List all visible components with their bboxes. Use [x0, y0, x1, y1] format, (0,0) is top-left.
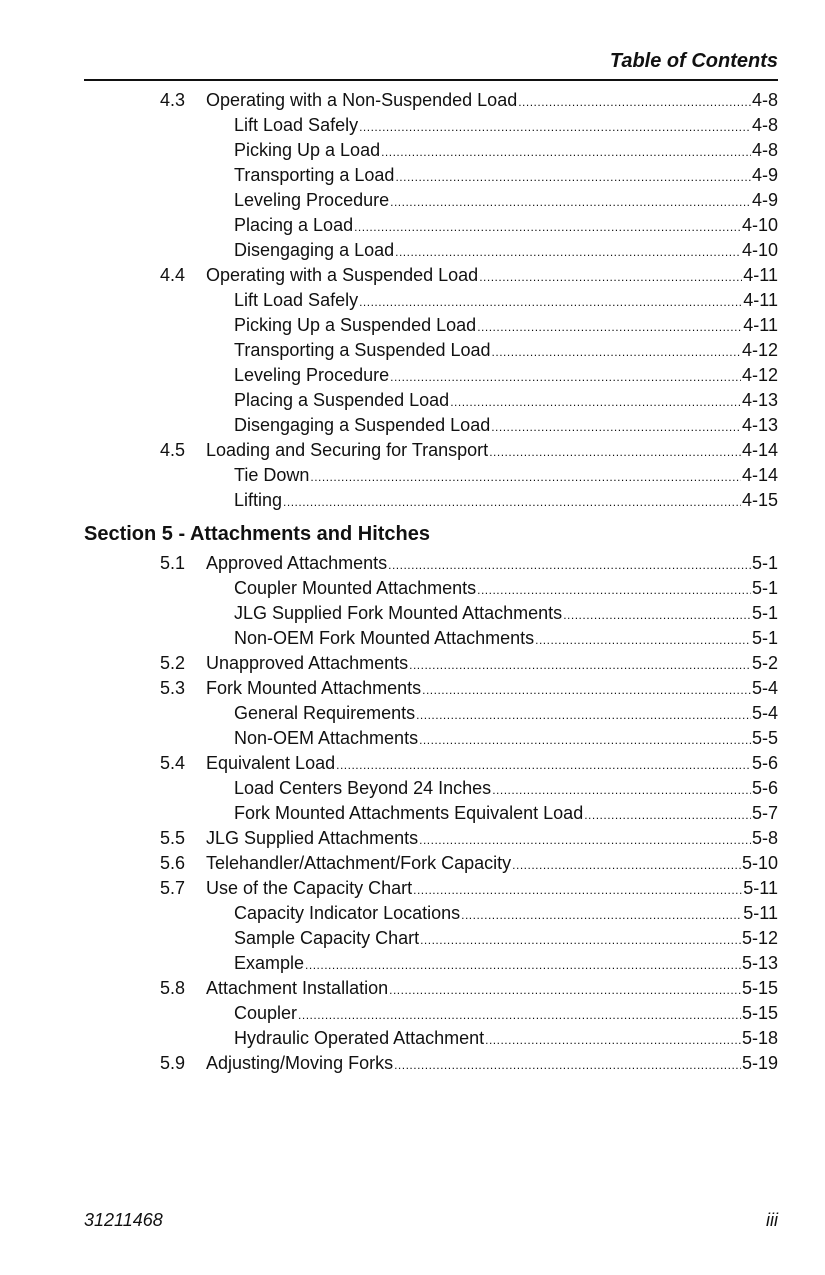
toc-entry[interactable]: [84, 88, 778, 113]
toc-dot-leader: [535, 628, 751, 653]
toc-entry-line: [234, 726, 778, 753]
toc-entry-page: 4-8: [751, 140, 778, 160]
toc-dot-leader: [419, 828, 751, 853]
toc-entry-page: 5-4: [751, 678, 778, 698]
toc-dot-leader: [390, 190, 751, 215]
toc-entry[interactable]: [84, 976, 778, 1001]
toc-entry-title: Operating with a Suspended Load: [206, 265, 479, 285]
toc-dot-leader: [489, 440, 741, 465]
toc-entry-line: [234, 113, 778, 140]
footer-page-number: iii: [766, 1210, 778, 1230]
footer-doc-number: 31211468: [84, 1210, 163, 1230]
toc-dot-leader: [389, 978, 741, 1003]
toc-entry-line: [234, 463, 778, 490]
toc-dot-leader: [492, 778, 751, 803]
toc-entry-title: Fork Mounted Attachments: [206, 678, 422, 698]
toc-entry-page: 4-14: [741, 440, 778, 460]
toc-entry-number: 5.5: [160, 828, 186, 848]
toc-dot-leader: [479, 265, 742, 290]
toc-entry-line: [234, 626, 778, 653]
toc-entry[interactable]: [84, 776, 778, 801]
toc-entry-page: 5-6: [751, 753, 778, 773]
toc-entry-title: Lift Load Safely: [234, 115, 359, 135]
toc-entry[interactable]: [84, 338, 778, 363]
toc-entry[interactable]: [84, 263, 778, 288]
header-rule: [84, 79, 778, 81]
toc-entry-number: 5.2: [160, 653, 186, 673]
toc-dot-leader: [420, 928, 741, 953]
toc-dot-leader: [563, 603, 751, 628]
toc-entry-title: Unapproved Attachments: [206, 653, 409, 673]
toc-dot-leader: [477, 578, 751, 603]
toc-entry[interactable]: [84, 388, 778, 413]
toc-entry[interactable]: [84, 726, 778, 751]
toc-entry[interactable]: [84, 213, 778, 238]
toc-entry-line: [206, 976, 778, 1003]
toc-entry-line: [234, 288, 778, 315]
toc-entry-page: 5-5: [751, 728, 778, 748]
toc-entry-page: 4-14: [741, 465, 778, 485]
toc-entry-page: 5-2: [751, 653, 778, 673]
toc-entry-line: [206, 876, 778, 903]
toc-entry[interactable]: [84, 826, 778, 851]
toc-dot-leader: [584, 803, 751, 828]
toc-entry-page: 5-6: [751, 778, 778, 798]
toc-entry-page: 5-11: [743, 878, 778, 898]
toc-entry-title: Example: [234, 953, 305, 973]
toc-entry[interactable]: [84, 651, 778, 676]
toc-dot-leader: [477, 315, 742, 340]
toc-dot-leader: [422, 678, 751, 703]
toc-entry-page: 4-9: [751, 165, 778, 185]
toc-entry-page: 5-1: [751, 628, 778, 648]
toc-entry-page: 4-8: [751, 115, 778, 135]
toc-dot-leader: [491, 415, 741, 440]
toc-entry-title: Capacity Indicator Locations: [234, 903, 461, 923]
toc-entry-page: 4-12: [741, 365, 778, 385]
toc-entry-title: JLG Supplied Fork Mounted Attachments: [234, 603, 563, 623]
toc-dot-leader: [310, 465, 741, 490]
toc-entry-title: Attachment Installation: [206, 978, 389, 998]
toc-dot-leader: [381, 140, 751, 165]
toc-entry-line: [206, 751, 778, 778]
toc-entry-page: 5-18: [741, 1028, 778, 1048]
toc-entry-number: 4.3: [160, 90, 186, 110]
toc-dot-leader: [492, 340, 741, 365]
toc-entry-title: General Requirements: [234, 703, 416, 723]
toc-entry-line: [234, 238, 778, 265]
toc-dot-leader: [305, 953, 741, 978]
toc-entry[interactable]: [84, 751, 778, 776]
toc-entry-title: Lifting: [234, 490, 283, 510]
toc-entry-line: [206, 551, 778, 578]
toc-entry-line: [234, 1026, 778, 1053]
toc-entry-page: 4-13: [741, 390, 778, 410]
toc-entry[interactable]: [84, 363, 778, 388]
toc-entry[interactable]: [84, 413, 778, 438]
toc-entry-title: Lift Load Safely: [234, 290, 359, 310]
toc-entry-line: [206, 826, 778, 853]
toc-entry[interactable]: [84, 1026, 778, 1051]
toc-entry-page: 4-12: [741, 340, 778, 360]
toc-entry-number: 5.4: [160, 753, 186, 773]
toc-entry-page: 5-15: [741, 978, 778, 998]
toc-entry[interactable]: [84, 901, 778, 926]
toc-entry[interactable]: [84, 1001, 778, 1026]
toc-entry-number: 5.9: [160, 1053, 186, 1073]
toc-entry-page: 5-7: [751, 803, 778, 823]
toc-entry-title: Sample Capacity Chart: [234, 928, 420, 948]
toc-dot-leader: [416, 703, 751, 728]
toc-entry-page: 5-15: [741, 1003, 778, 1023]
toc-entry-title: Telehandler/Attachment/Fork Capacity: [206, 853, 512, 873]
toc-entry-page: 5-12: [741, 928, 778, 948]
toc-entry[interactable]: [84, 163, 778, 188]
toc-dot-leader: [413, 878, 742, 903]
toc-entry-page: 5-10: [741, 853, 778, 873]
toc-entry-title: Coupler Mounted Attachments: [234, 578, 477, 598]
toc-entry-page: 5-11: [743, 903, 778, 923]
toc-entry[interactable]: [84, 576, 778, 601]
toc-entry-page: 4-11: [743, 290, 778, 310]
toc-entry-page: 4-10: [741, 240, 778, 260]
toc-entry[interactable]: [84, 488, 778, 513]
toc-entry-line: [234, 901, 778, 928]
toc-entry[interactable]: [84, 851, 778, 876]
toc-entry-number: 5.1: [160, 553, 186, 573]
toc-dot-leader: [485, 1028, 741, 1053]
toc-entry-number: 5.3: [160, 678, 186, 698]
toc-entry-title: JLG Supplied Attachments: [206, 828, 419, 848]
toc-dot-leader: [394, 1053, 741, 1078]
toc-entry-line: [206, 1051, 778, 1078]
toc-entry-title: Disengaging a Load: [234, 240, 395, 260]
toc-entry-line: [234, 488, 778, 515]
section-heading: Section 5 - Attachments and Hitches: [84, 523, 430, 545]
toc-entry-line: [234, 413, 778, 440]
toc-entry-title: Adjusting/Moving Forks: [206, 1053, 394, 1073]
toc-entry-line: [206, 263, 778, 290]
toc-entry-line: [234, 338, 778, 365]
toc-entry-title: Placing a Suspended Load: [234, 390, 450, 410]
toc-entry-title: Placing a Load: [234, 215, 354, 235]
toc-entry[interactable]: [84, 551, 778, 576]
toc-entry[interactable]: [84, 288, 778, 313]
toc-entry[interactable]: [84, 313, 778, 338]
toc-continued-list: [84, 88, 778, 513]
toc-dot-leader: [283, 490, 741, 515]
toc-entry-line: [234, 1001, 778, 1028]
toc-dot-leader: [388, 553, 751, 578]
toc-entry[interactable]: [84, 876, 778, 901]
toc-dot-leader: [518, 90, 751, 115]
toc-dot-leader: [409, 653, 751, 678]
toc-entry-page: 4-11: [743, 315, 778, 335]
toc-entry[interactable]: [84, 926, 778, 951]
toc-entry-title: Equivalent Load: [206, 753, 336, 773]
toc-dot-leader: [336, 753, 751, 778]
toc-dot-leader: [450, 390, 741, 415]
toc-entry-page: 5-19: [741, 1053, 778, 1073]
toc-dot-leader: [419, 728, 751, 753]
toc-entry-line: [206, 88, 778, 115]
toc-entry-line: [234, 776, 778, 803]
toc-entry-title: Transporting a Suspended Load: [234, 340, 491, 360]
toc-entry-page: 4-15: [741, 490, 778, 510]
toc-dot-leader: [395, 240, 741, 265]
toc-entry-title: Non-OEM Attachments: [234, 728, 419, 748]
toc-entry-page: 5-13: [741, 953, 778, 973]
toc-entry-line: [234, 313, 778, 340]
toc-entry-page: 5-4: [751, 703, 778, 723]
toc-entry[interactable]: [84, 238, 778, 263]
toc-entry[interactable]: [84, 188, 778, 213]
toc-entry-line: [234, 138, 778, 165]
toc-entry-line: [234, 163, 778, 190]
toc-entry-number: 5.7: [160, 878, 186, 898]
toc-entry-title: Picking Up a Suspended Load: [234, 315, 477, 335]
toc-entry[interactable]: [84, 438, 778, 463]
toc-entry-number: 4.4: [160, 265, 186, 285]
toc-entry-line: [234, 388, 778, 415]
toc-dot-leader: [461, 903, 742, 928]
toc-entry[interactable]: [84, 951, 778, 976]
toc-entry[interactable]: [84, 801, 778, 826]
toc-entry-page: 4-9: [751, 190, 778, 210]
toc-section5-list: [84, 551, 778, 1076]
toc-entry[interactable]: [84, 138, 778, 163]
toc-entry-title: Transporting a Load: [234, 165, 395, 185]
toc-entry-title: Coupler: [234, 1003, 298, 1023]
page-header-title: Table of Contents: [609, 50, 778, 72]
toc-entry-page: 5-1: [751, 553, 778, 573]
toc-entry-title: Use of the Capacity Chart: [206, 878, 413, 898]
toc-entry-line: [234, 363, 778, 390]
toc-entry-line: [234, 576, 778, 603]
toc-entry[interactable]: [84, 626, 778, 651]
toc-entry-line: [234, 801, 778, 828]
toc-entry-title: Load Centers Beyond 24 Inches: [234, 778, 492, 798]
toc-entry[interactable]: [84, 601, 778, 626]
toc-entry-line: [206, 651, 778, 678]
toc-dot-leader: [512, 853, 741, 878]
toc-entry-page: 5-1: [751, 603, 778, 623]
toc-entry[interactable]: [84, 701, 778, 726]
toc-entry-title: Hydraulic Operated Attachment: [234, 1028, 485, 1048]
toc-dot-leader: [395, 165, 751, 190]
toc-entry-page: 5-1: [751, 578, 778, 598]
toc-entry-title: Picking Up a Load: [234, 140, 381, 160]
toc-entry-page: 4-10: [741, 215, 778, 235]
toc-entry[interactable]: [84, 676, 778, 701]
toc-entry-line: [234, 188, 778, 215]
toc-entry[interactable]: [84, 1051, 778, 1076]
toc-entry-page: 4-8: [751, 90, 778, 110]
toc-entry-title: Non-OEM Fork Mounted Attachments: [234, 628, 535, 648]
toc-entry-line: [206, 851, 778, 878]
toc-entry-title: Leveling Procedure: [234, 190, 390, 210]
toc-entry-title: Operating with a Non-Suspended Load: [206, 90, 518, 110]
toc-entry-line: [234, 951, 778, 978]
toc-dot-leader: [359, 115, 751, 140]
toc-entry-title: Tie Down: [234, 465, 310, 485]
toc-entry-title: Fork Mounted Attachments Equivalent Load: [234, 803, 584, 823]
toc-dot-leader: [390, 365, 741, 390]
toc-entry-line: [206, 438, 778, 465]
toc-entry[interactable]: [84, 113, 778, 138]
toc-entry-number: 5.6: [160, 853, 186, 873]
toc-entry[interactable]: [84, 463, 778, 488]
toc-entry-title: Loading and Securing for Transport: [206, 440, 489, 460]
toc-entry-title: Disengaging a Suspended Load: [234, 415, 491, 435]
toc-entry-line: [234, 601, 778, 628]
toc-entry-line: [234, 213, 778, 240]
toc-entry-page: 4-13: [741, 415, 778, 435]
toc-entry-line: [234, 926, 778, 953]
toc-dot-leader: [359, 290, 742, 315]
toc-entry-number: 4.5: [160, 440, 186, 460]
toc-entry-title: Approved Attachments: [206, 553, 388, 573]
toc-entry-page: 5-8: [751, 828, 778, 848]
toc-entry-title: Leveling Procedure: [234, 365, 390, 385]
toc-dot-leader: [298, 1003, 741, 1028]
toc-entry-page: 4-11: [743, 265, 778, 285]
toc-entry-line: [206, 676, 778, 703]
toc-entry-line: [234, 701, 778, 728]
toc-dot-leader: [354, 215, 741, 240]
toc-entry-number: 5.8: [160, 978, 186, 998]
